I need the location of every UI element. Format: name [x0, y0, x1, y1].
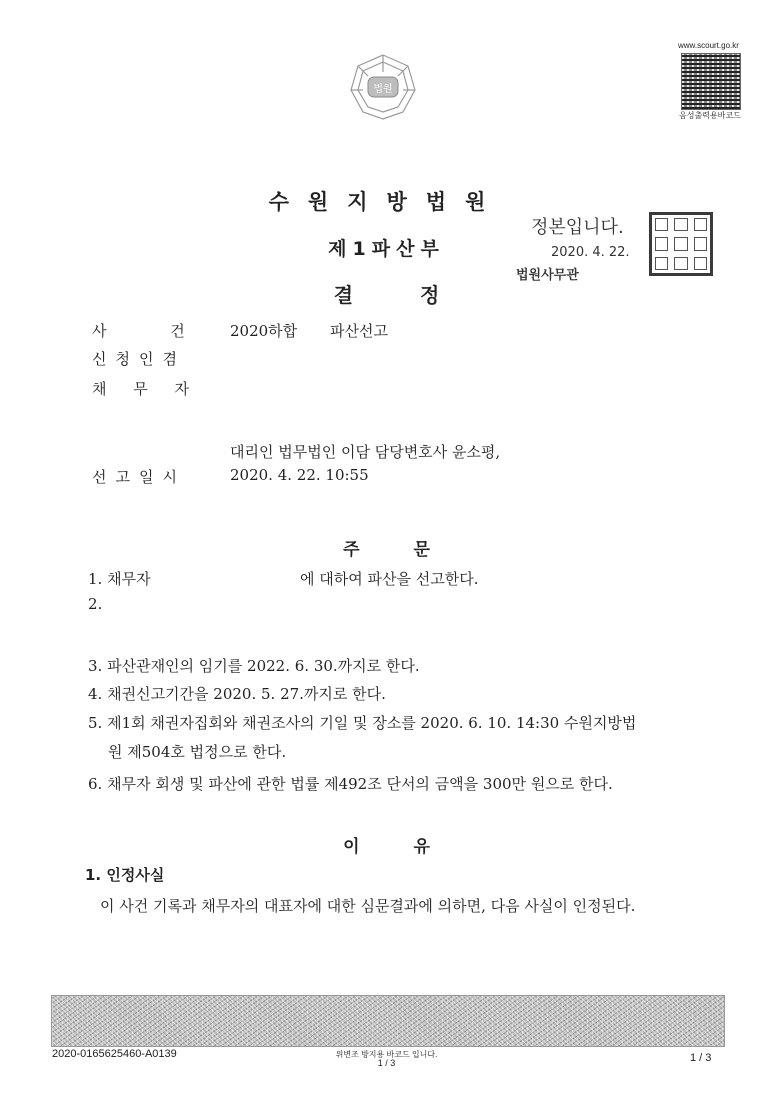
order-item-text: 채무자 회생 및 파산에 관한 법률 제492조 단서의 금액을 300만 원으로 한다. [107, 775, 613, 793]
document-type: 결 정 [333, 283, 440, 307]
court-clerk-title: 법원사무관 [516, 268, 579, 283]
representative: 대리인 법무법인 이담 담당변호사 윤소평, [230, 443, 501, 461]
page-number-right: 1 / 3 [690, 1052, 712, 1064]
court-emblem [348, 52, 418, 122]
document-id: 2020-0165625460-A0139 [52, 1048, 177, 1060]
order-item-text: 채무자 [107, 570, 151, 588]
order-item-1 [88, 568, 151, 589]
order-item-6 [88, 773, 613, 794]
qr-url: www.scourt.go.kr [678, 41, 739, 50]
page-number-center: 1 / 3 [377, 1058, 396, 1068]
order-item-number: 6. [88, 775, 103, 793]
order-item-text: 파산관재인의 임기를 2022. 6. 30.까지로 한다. [107, 657, 420, 675]
qr-caption: 음성출력용바코드 [679, 111, 741, 120]
qr-code [681, 53, 741, 110]
certified-copy-text: 정본입니다. [531, 217, 624, 238]
reasons-heading: 이 유 [343, 837, 430, 857]
case-label: 사 건 [92, 322, 187, 340]
barcode-notice: 위변조 방지용 바코드 입니다. [335, 1050, 438, 1059]
debtor-label: 채 무 자 [92, 380, 192, 398]
order-item-number: 1. [88, 570, 103, 588]
case-name: 파산선고 [330, 322, 388, 340]
reasons-paragraph: 이 사건 기록과 채무자의 대표자에 대한 심문결과에 의하면, 다음 사실이 인정된다. [100, 897, 636, 915]
official-seal [649, 212, 713, 276]
decision-date-label: 선고일시 [92, 468, 186, 486]
certified-date: 2020. 4. 22. [551, 245, 630, 260]
order-item-number: 3. [88, 657, 103, 675]
case-number: 2020하합 [230, 322, 298, 340]
order-heading: 주 문 [343, 540, 430, 560]
order-item-text: 제1회 채권자집회와 채권조사의 기일 및 장소를 2020. 6. 10. 14:30 수원지방법 [107, 714, 637, 732]
decision-date: 2020. 4. 22. 10:55 [230, 466, 369, 484]
order-item-number: 4. [88, 685, 103, 703]
division-name: 제1파산부 [328, 238, 445, 260]
reasons-subheading: 1. 인정사실 [85, 866, 165, 884]
order-item-1-continued: 에 대하여 파산을 선고한다. [300, 570, 479, 588]
order-item-5 [88, 712, 636, 733]
order-item-number: 5. [88, 714, 103, 732]
order-item-5-continued: 원 제504호 법정으로 한다. [108, 743, 287, 761]
anti-forgery-barcode [51, 995, 725, 1047]
order-item-text: 채권신고기간을 2020. 5. 27.까지로 한다. [107, 685, 386, 703]
order-item-4 [88, 683, 386, 704]
court-name: 수원지방법원 [268, 190, 505, 214]
order-item-2 [88, 595, 102, 613]
court-emblem-label: 법원 [373, 84, 393, 95]
order-item-3 [88, 655, 420, 676]
applicant-label: 신청인겸 [92, 350, 186, 368]
order-item-number: 2. [88, 595, 103, 613]
